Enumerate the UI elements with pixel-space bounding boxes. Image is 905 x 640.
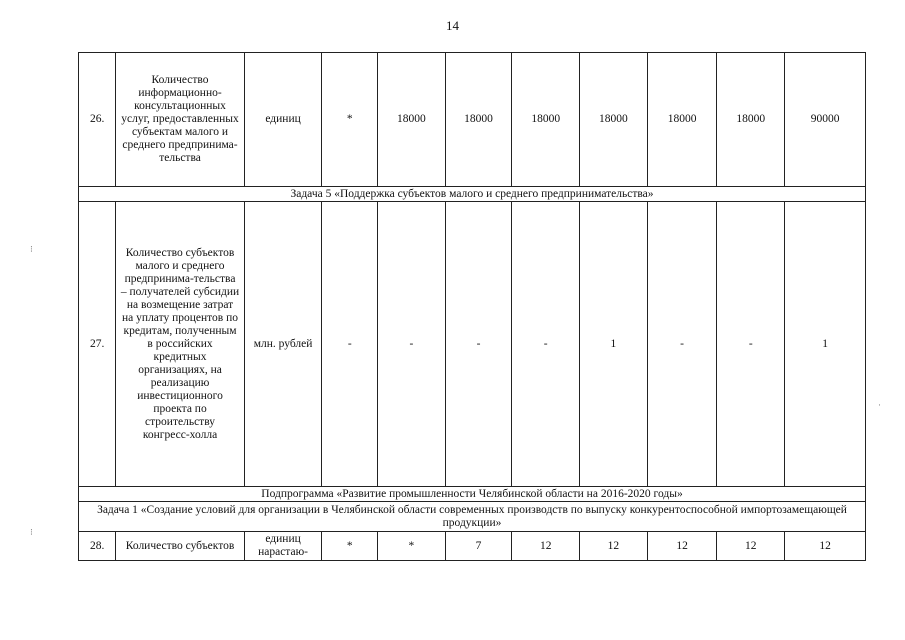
- indicators-table: [78, 52, 866, 561]
- value-cell: 12: [647, 532, 717, 561]
- unit-cell: единиц: [244, 53, 322, 187]
- value-cell: 12: [512, 532, 580, 561]
- row-number: 28.: [79, 532, 116, 561]
- value-cell: 12: [717, 532, 785, 561]
- total-cell: 1: [785, 202, 866, 487]
- task-heading: Задача 5 «Поддержка субъектов малого и среднего предпринимательства»: [79, 187, 866, 202]
- value-cell: *: [322, 532, 378, 561]
- value-cell: *: [322, 53, 378, 187]
- value-cell: -: [322, 202, 378, 487]
- task-heading: Задача 1 «Создание условий для организации в Челябинской области современных производств по выпуску конкурентоспособной импортозамещающей продукции»: [79, 502, 866, 532]
- table-row: [79, 202, 866, 487]
- scan-mark: ⁝: [30, 244, 33, 254]
- row-number: 26.: [79, 53, 116, 187]
- unit-cell: единиц нарастаю-: [244, 532, 322, 561]
- scan-mark: ⁝: [30, 527, 33, 537]
- value-cell: -: [445, 202, 512, 487]
- value-cell: 18000: [580, 53, 648, 187]
- value-cell: -: [647, 202, 717, 487]
- value-cell: -: [717, 202, 785, 487]
- row-number: 27.: [79, 202, 116, 487]
- scan-mark: ·: [878, 400, 881, 410]
- unit-cell: млн. рублей: [244, 202, 322, 487]
- section-row: [79, 502, 866, 532]
- section-row: [79, 487, 866, 502]
- total-cell: 90000: [785, 53, 866, 187]
- value-cell: 18000: [445, 53, 512, 187]
- indicator-description: Количество субъектов малого и среднего предпринима-тельства – получателей субсидии на возмещение затрат на уплату процентов по кредитам, полученным в российских кредитных организациях, на реализацию инвестиционного проекта по строительству конгресс-холла: [116, 202, 244, 487]
- value-cell: 7: [445, 532, 512, 561]
- value-cell: 12: [580, 532, 648, 561]
- value-cell: 18000: [512, 53, 580, 187]
- total-cell: 12: [785, 532, 866, 561]
- value-cell: -: [378, 202, 446, 487]
- section-row: [79, 187, 866, 202]
- page-number: 14: [446, 18, 459, 33]
- table-row: [79, 53, 866, 187]
- value-cell: *: [378, 532, 446, 561]
- subprogram-heading: Подпрограмма «Развитие промышленности Челябинской области на 2016-2020 годы»: [79, 487, 866, 502]
- indicator-description: Количество субъектов: [116, 532, 244, 561]
- value-cell: 18000: [717, 53, 785, 187]
- value-cell: 18000: [378, 53, 446, 187]
- indicator-description: Количество информационно-консультационных услуг, предоставленных субъектам малого и среднего предпринима-тельства: [116, 53, 244, 187]
- value-cell: -: [512, 202, 580, 487]
- table-row: [79, 532, 866, 561]
- value-cell: 1: [580, 202, 648, 487]
- value-cell: 18000: [647, 53, 717, 187]
